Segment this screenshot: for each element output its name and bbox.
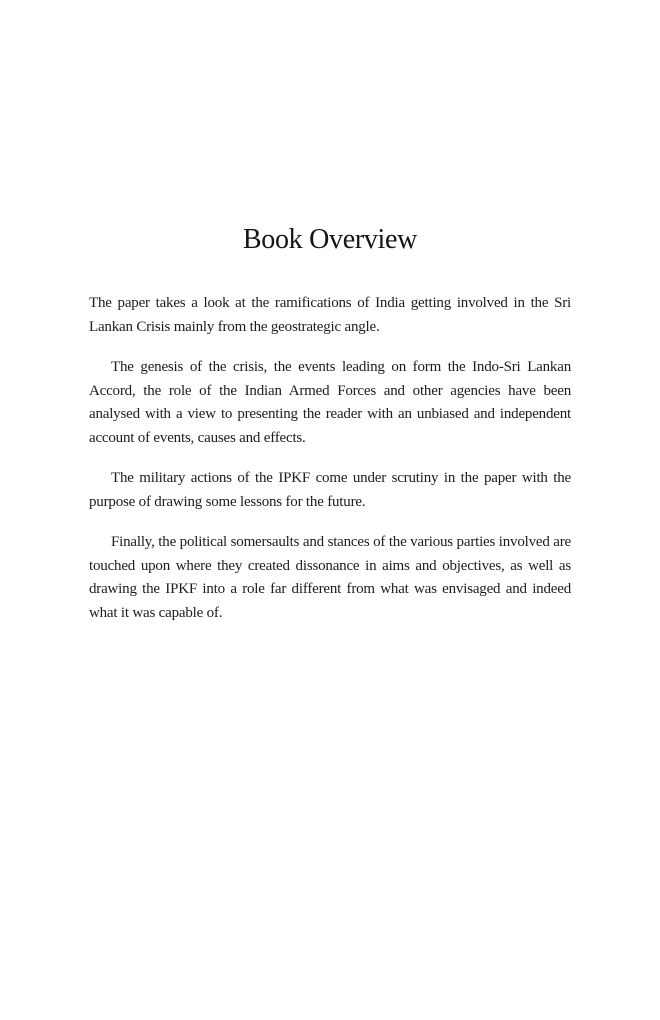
paragraph: The paper takes a look at the ramifications of India getting involved in the Sri Lankan Crisis mainly from the geostrategic angle. [89, 295, 571, 335]
page-title: Book Overview [242, 224, 418, 255]
book-overview-text [89, 292, 571, 625]
paragraph: The genesis of the crisis, the events leading on form the Indo-Sri Lankan Accord, the role of the Indian Armed Forces and other agencies have been analysed with a view to presenting the reader with an unbiased and independent account of events, causes and effects. [89, 359, 571, 446]
paragraph: The military actions of the IPKF come under scrutiny in the paper with the purpose of drawing some lessons for the future. [89, 470, 571, 510]
paragraph: Finally, the political somersaults and stances of the various parties involved are touched upon where they created dissonance in aims and objectives, as well as drawing the IPKF into a role far different from what was envisaged and indeed what it was capable of. [89, 534, 571, 621]
